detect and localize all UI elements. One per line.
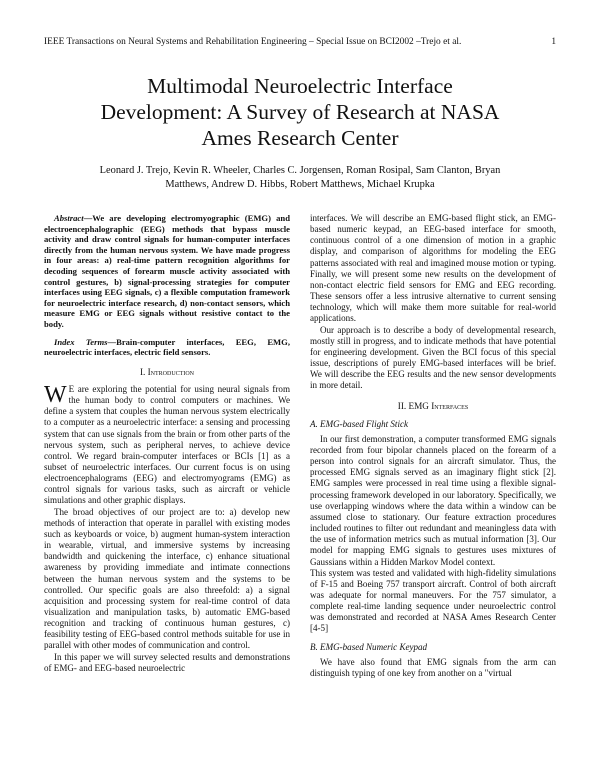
title-line: Development: A Survey of Research at NASA: [100, 100, 500, 124]
continued-paragraph: interfaces. We will describe an EMG-based flight stick, an EMG-based numeric keypad, an EEG-based interface for smooth, continuous control of a one dimension of motion in a graphic display, and comparison of algorithms for modeling the EEG patterns associated with real and imagined mouse motion or typing. Finally, we will present some new results on the development of non-contact electric field sensors for EMG and EEG recording. These sensors offer a less intrusive alternative to current sensing technology, which will make them more suitable for real-world applications.: [310, 213, 556, 324]
drop-cap: W: [44, 381, 67, 408]
intro-paragraph-text: E are exploring the potential for using neural signals from the human body to control computers or machines. We define a system that couples the human nervous system electrically to a computer as a neuroelectric interface: a sensing and processing system that can use signals from the brain or from other parts of the nervous system, such as peripheral nerves, to achieve device control. We regard brain-computer interfaces or BCIs [1] as a subset of neuroelectric interfaces. Our current focus is on using electroencephalograms (EEG) and electromyograms (EMG) as control signals for various tasks, such as aircraft or vehicle simulations and other graphic displays.: [44, 383, 290, 506]
section-number: I.: [139, 366, 146, 377]
abstract-text: —We are developing electromyographic (EMG) and electroencephalographic (EEG) methods that bypass muscle activity and draw control signals for human-computer interfaces directly from the human nervous system. We have made progress in four areas: a) real-time pattern recognition algorithms for decoding sequences of forearm muscle activity associated with control gestures, b) signal-processing strategies for computer interfaces using EEG signals, c) a flexible computation framework for neuroelectric interface research, d) non-contact sensors, which measure EMG or EEG signals without resistive contact to the body.: [44, 213, 290, 329]
running-header: [44, 36, 556, 48]
section-heading-introduction: [44, 367, 290, 378]
title-line: Ames Research Center: [201, 126, 399, 150]
abstract-label: Abstract: [54, 213, 84, 223]
running-title: IEEE Transactions on Neural Systems and Rehabilitation Engineering – Special Issue on BCI2002 –Trejo et al.: [44, 37, 462, 47]
right-column: [310, 213, 556, 679]
section-title: EMG Interfaces: [408, 400, 469, 411]
objectives-paragraph: The broad objectives of our project are to: a) develop new methods of interaction that operate in parallel with existing modes such as keyboards or voice, b) augment human-system interaction in wearable, virtual, and immersive systems by increasing bandwidth and quickening the interface, c) enhance situational awareness by providing immediate and intimate connections between the human nervous system and the systems to be controlled. Our specific goals are also threefold: a) a signal acquisition and processing system for real-time control of data visualization and manipulation tasks, b) automatic EMG-based recognition and tracking of continuous human gestures, c) feasibility testing of EEG-based control methods suitable for use in parallel with other modes of communication and control.: [44, 506, 290, 651]
section-heading-emg: [310, 401, 556, 412]
subsection-heading-flight-stick: A. EMG-based Flight Stick: [310, 418, 408, 429]
section-title: Introduction: [147, 366, 195, 377]
index-terms-label: Index Terms: [54, 336, 108, 347]
keypad-paragraph: We have also found that EMG signals from the arm can distinguish typing of one key from another on a "virtual: [310, 656, 556, 678]
index-terms: [44, 337, 290, 358]
index-terms-text: —Brain-computer interfaces, EEG, EMG, neuroelectric interfaces, electric field sensors.: [44, 336, 290, 358]
author-list: [80, 164, 520, 192]
section-number: II.: [397, 400, 407, 411]
abstract: [44, 213, 290, 330]
flight-stick-paragraph: In our first demonstration, a computer transformed EMG signals recorded from four bipolar channels placed on the forearm of a person into control signals for an aircraft simulator. Thus, the processed EMG signals served as an imaginary flight stick [2]. EMG samples were processed in real time using a flexible signal-processing framework developed in our laboratory. Specifically, we use overlapping windows where the data within a window can be assumed close to stationary. Our feature extraction procedures included routines to filter out redundant and meaningless data with the use of information metrics such as mutual information [3]. Our model for mapping EMG signals to gestures uses mixtures of Gaussians within a Hidden Markov Model context.: [310, 433, 556, 567]
survey-paragraph: In this paper we will survey selected results and demonstrations of EMG- and EEG-based neuroelectric: [44, 651, 290, 673]
intro-paragraph: [44, 381, 290, 507]
title-line: Multimodal Neuroelectric Interface: [147, 74, 453, 98]
author-line: Matthews, Andrew D. Hibbs, Robert Matthews, Michael Krupka: [165, 179, 435, 190]
flight-test-paragraph: This system was tested and validated with high-fidelity simulations of F-15 and Boeing 757 transport aircraft. Control of both aircraft was adequate for normal maneuvers. For the 757 simulator, a complete real-time landing sequence under neuroelectric control was demonstrated and recorded at NASA Ames Research Center [4-5]: [310, 567, 556, 634]
paper-title: [60, 73, 540, 151]
page-number: 1: [551, 37, 556, 47]
author-line: Leonard J. Trejo, Kevin R. Wheeler, Charles C. Jorgensen, Roman Rosipal, Sam Clanton, Bryan: [99, 165, 501, 176]
subsection-heading-keypad: B. EMG-based Numeric Keypad: [310, 641, 428, 652]
left-column: [44, 213, 290, 674]
approach-paragraph: Our approach is to describe a body of developmental research, mostly still in progress, and to indicate methods that have potential for engineering development. Given the BCI focus of this special issue, descriptions of purely EMG-based interfaces will be brief. We will describe the EEG results and the new sensor developments in more detail.: [310, 324, 556, 391]
